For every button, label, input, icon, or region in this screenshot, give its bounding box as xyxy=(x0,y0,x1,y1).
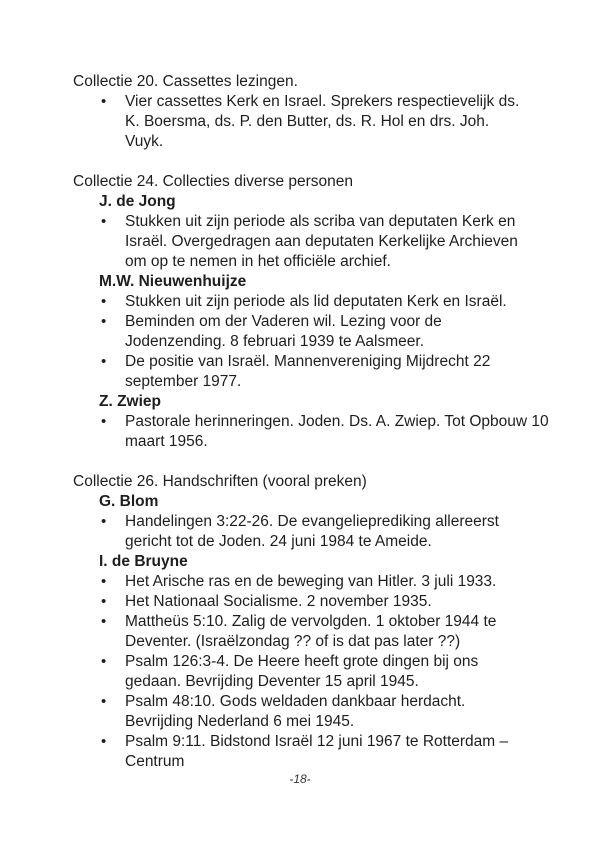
item-text: Vier cassettes Kerk en Israel. Sprekers respectievelijk ds. K. Boersma, ds. P. den Butter, ds. R. Hol en drs. Joh. Vuyk. xyxy=(125,93,520,150)
item-text: Het Arische ras en de beweging van Hitler. 3 juli 1933. xyxy=(125,573,497,590)
bullet-icon: • xyxy=(101,613,107,630)
collection-title: Collectie 20. Cassettes lezingen. xyxy=(73,73,298,90)
bullet-icon: • xyxy=(101,353,107,370)
bullet-icon: • xyxy=(101,693,107,710)
collection-24 xyxy=(73,172,549,452)
bullet-icon: • xyxy=(101,653,107,670)
item-text: Psalm 48:10. Gods weldaden dankbaar herdacht. Bevrijding Nederland 6 mei 1945. xyxy=(125,693,466,730)
list-item xyxy=(73,512,545,552)
list-item xyxy=(73,692,505,732)
item-text: Psalm 9:11. Bidstond Israël 12 juni 1967 te Rotterdam – Centrum xyxy=(125,733,509,770)
item-list xyxy=(73,212,543,272)
item-text: Psalm 126:3-4. De Heere heeft grote dingen bij ons gedaan. Bevrijding Deventer 15 april 1945. xyxy=(125,653,479,690)
item-list xyxy=(73,572,543,772)
person-heading: J. de Jong xyxy=(99,193,176,210)
item-list xyxy=(73,292,543,392)
list-item xyxy=(73,292,555,312)
person-heading: Z. Zwiep xyxy=(99,393,161,410)
item-list xyxy=(73,512,543,552)
bullet-icon: • xyxy=(101,313,107,330)
item-text: Beminden om der Vaderen wil. Lezing voor de Jodenzending. 8 februari 1939 te Aalsmeer. xyxy=(125,313,442,350)
bullet-icon: • xyxy=(101,733,107,750)
list-item xyxy=(73,412,565,452)
list-item xyxy=(73,592,555,612)
item-list xyxy=(73,92,543,152)
item-text: De positie van Israël. Mannenvereniging Mijdrecht 22 september 1977. xyxy=(125,353,491,390)
item-text: Handelingen 3:22-26. De evangelieprediking allereerst gericht tot de Joden. 24 juni 1984 te Ameide. xyxy=(125,513,499,550)
bullet-icon: • xyxy=(101,93,107,110)
bullet-icon: • xyxy=(101,573,107,590)
page-number: -18- xyxy=(289,772,311,786)
item-text: Stukken uit zijn periode als scriba van deputaten Kerk en Israël. Overgedragen aan deputaten Kerkelijke Archieven om op te nemen in het officiële archief. xyxy=(125,213,518,270)
collection-title: Collectie 24. Collecties diverse personen xyxy=(73,173,354,190)
collection-20 xyxy=(73,72,543,152)
bullet-icon: • xyxy=(101,413,107,430)
list-item xyxy=(73,92,525,152)
list-item xyxy=(73,612,540,652)
item-text: Mattheüs 5:10. Zalig de vervolgden. 1 oktober 1944 te Deventer. (Israëlzondag ?? of is dat pas later ??) xyxy=(125,613,497,650)
person-heading: M.W. Nieuwenhuijze xyxy=(99,273,247,290)
person-heading: G. Blom xyxy=(99,493,159,510)
collection-title: Collectie 26. Handschriften (vooral preken) xyxy=(73,473,367,490)
list-item xyxy=(73,732,555,772)
item-text: Het Nationaal Socialisme. 2 november 1935. xyxy=(125,593,432,610)
list-item xyxy=(73,572,555,592)
list-item xyxy=(73,312,465,352)
bullet-icon: • xyxy=(101,213,107,230)
item-text: Stukken uit zijn periode als lid deputaten Kerk en Israël. xyxy=(125,293,507,310)
bullet-icon: • xyxy=(101,593,107,610)
document-page xyxy=(73,72,549,792)
collection-26 xyxy=(73,472,543,772)
item-list xyxy=(73,412,549,452)
bullet-icon: • xyxy=(101,293,107,310)
list-item xyxy=(73,212,530,272)
person-heading: I. de Bruyne xyxy=(99,553,188,570)
list-item xyxy=(73,652,525,692)
item-text: Pastorale herinneringen. Joden. Ds. A. Zwiep. Tot Opbouw 10 maart 1956. xyxy=(125,413,549,450)
bullet-icon: • xyxy=(101,513,107,530)
list-item xyxy=(73,352,495,392)
